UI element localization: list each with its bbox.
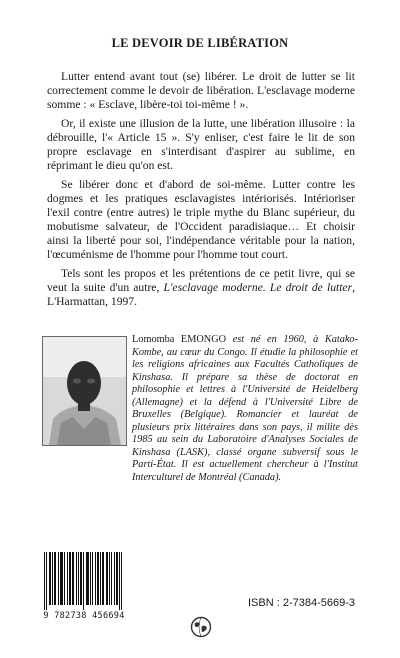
barcode-bar: [62, 552, 63, 605]
barcode-bar: [86, 552, 87, 605]
barcode-bars: [44, 552, 122, 610]
barcode-bar: [55, 552, 56, 605]
barcode-bar: [97, 552, 98, 605]
barcode-bar: [49, 552, 50, 605]
barcode-bar: [61, 552, 62, 605]
barcode-bar: [70, 552, 71, 605]
author-photo: [42, 336, 127, 446]
author-name: Lomomba EMONGO: [132, 334, 227, 345]
paragraph: Se libérer donc et d'abord de soi-même. Lutter contre les dogmes et les pratiques esclavagistes intériorisés. Intérioriser l'exil contre (entre autres) le triple mythe du Blanc supérieur, du mobutisme salvateur, de l'Occident paradisiaque… Et choisir ainsi la liberté pour soi, l'indépendance véritable pour la nation, l'œcuménisme de l'homme pour l'homme tout court.: [47, 178, 355, 261]
barcode-bar: [72, 552, 73, 605]
barcode-bar: [119, 552, 120, 610]
barcode-bar: [100, 552, 101, 605]
barcode-bar: [44, 552, 45, 610]
barcode-bar: [67, 552, 68, 605]
barcode-bar: [52, 552, 53, 605]
referenced-book-title: L'esclavage moderne. Le droit de lutter: [163, 281, 353, 294]
barcode-bar: [54, 552, 55, 605]
barcode-bar: [73, 552, 74, 605]
barcode-bar: [87, 552, 88, 605]
back-cover-text: [47, 70, 355, 314]
barcode-bar: [107, 552, 108, 605]
barcode-bar: [111, 552, 112, 605]
closing-publisher: , L'Harmattan, 1997.: [47, 281, 355, 308]
barcode-bar: [92, 552, 93, 605]
barcode-bar: [60, 552, 61, 605]
author-bio-paragraph: [132, 334, 358, 484]
barcode-bar: [114, 552, 115, 605]
barcode-bar: [88, 552, 89, 605]
barcode-bar: [109, 552, 110, 605]
barcode-bar: [78, 552, 79, 605]
barcode-bar: [76, 552, 77, 605]
barcode-bar: [102, 552, 103, 605]
barcode-bar: [69, 552, 70, 605]
isbn: ISBN : 2-7384-5669-3: [248, 597, 356, 609]
barcode-bar: [117, 552, 118, 605]
barcode-bar: [83, 552, 84, 610]
barcode-number: 9 782738 456694: [43, 611, 125, 621]
author-portrait: [43, 337, 126, 445]
closing-paragraph: [47, 267, 355, 309]
globe-icon: [190, 616, 212, 638]
publisher-globe-logo: [190, 616, 212, 638]
barcode-bar: [81, 552, 82, 605]
barcode-bar: [90, 552, 91, 605]
barcode-bar: [106, 552, 107, 605]
paragraph: Or, il existe une illusion de la lutte, une libération illusoire : la débrouille, l'« Article 15 ». S'y enliser, c'est faire le lit de son propre esclavage en s'interdisant d'aspirer au sublime, en réprimant le dieu qu'on est.: [47, 117, 355, 172]
barcode-bar: [121, 552, 122, 610]
barcode-bar: [50, 552, 51, 605]
barcode-bar: [103, 552, 104, 605]
closing-text: Tels sont les propos et les prétentions de ce petit livre, qui se veut la suite d'un autre,: [47, 267, 355, 294]
barcode-bar: [58, 552, 59, 605]
author-biography: [132, 334, 358, 484]
author-bio: est né en 1960, à Katako-Kombe, au cœur du Congo. Il étudie la philosophie et les religions africaines aux Facultés Catholiques de Kinshasa. Il prépare sa thèse de doctorat en philosophie et lettres à l'Université de Heidelberg (Allemagne) et la défend à l'Université Libre de Bruxelles (Belgique). Romancier et lauréat de plusieurs prix littéraires dans son pays, il milite dès 1985 au sein du Laboratoire d'Analyses Sociales de Kinshasa (LASK), classé organe subversif sous le Parti-État. Il est actuellement chercheur à l'Institut Interculturel de Montréal (Canada).: [132, 334, 359, 483]
barcode-bar: [64, 552, 65, 605]
barcode: [44, 552, 122, 610]
paragraph: Lutter entend avant tout (se) libérer. Le droit de lutter se lit correctement comme le devoir de libération. L'esclavage moderne somme : « Esclave, libère-toi toi-même ! ».: [47, 70, 355, 111]
barcode-bar: [95, 552, 96, 605]
barcode-bar: [46, 552, 47, 610]
barcode-bar: [116, 552, 117, 605]
page-title: LE DEVOIR DE LIBÉRATION: [111, 36, 289, 50]
barcode-bar: [80, 552, 81, 605]
barcode-bar: [98, 552, 99, 605]
